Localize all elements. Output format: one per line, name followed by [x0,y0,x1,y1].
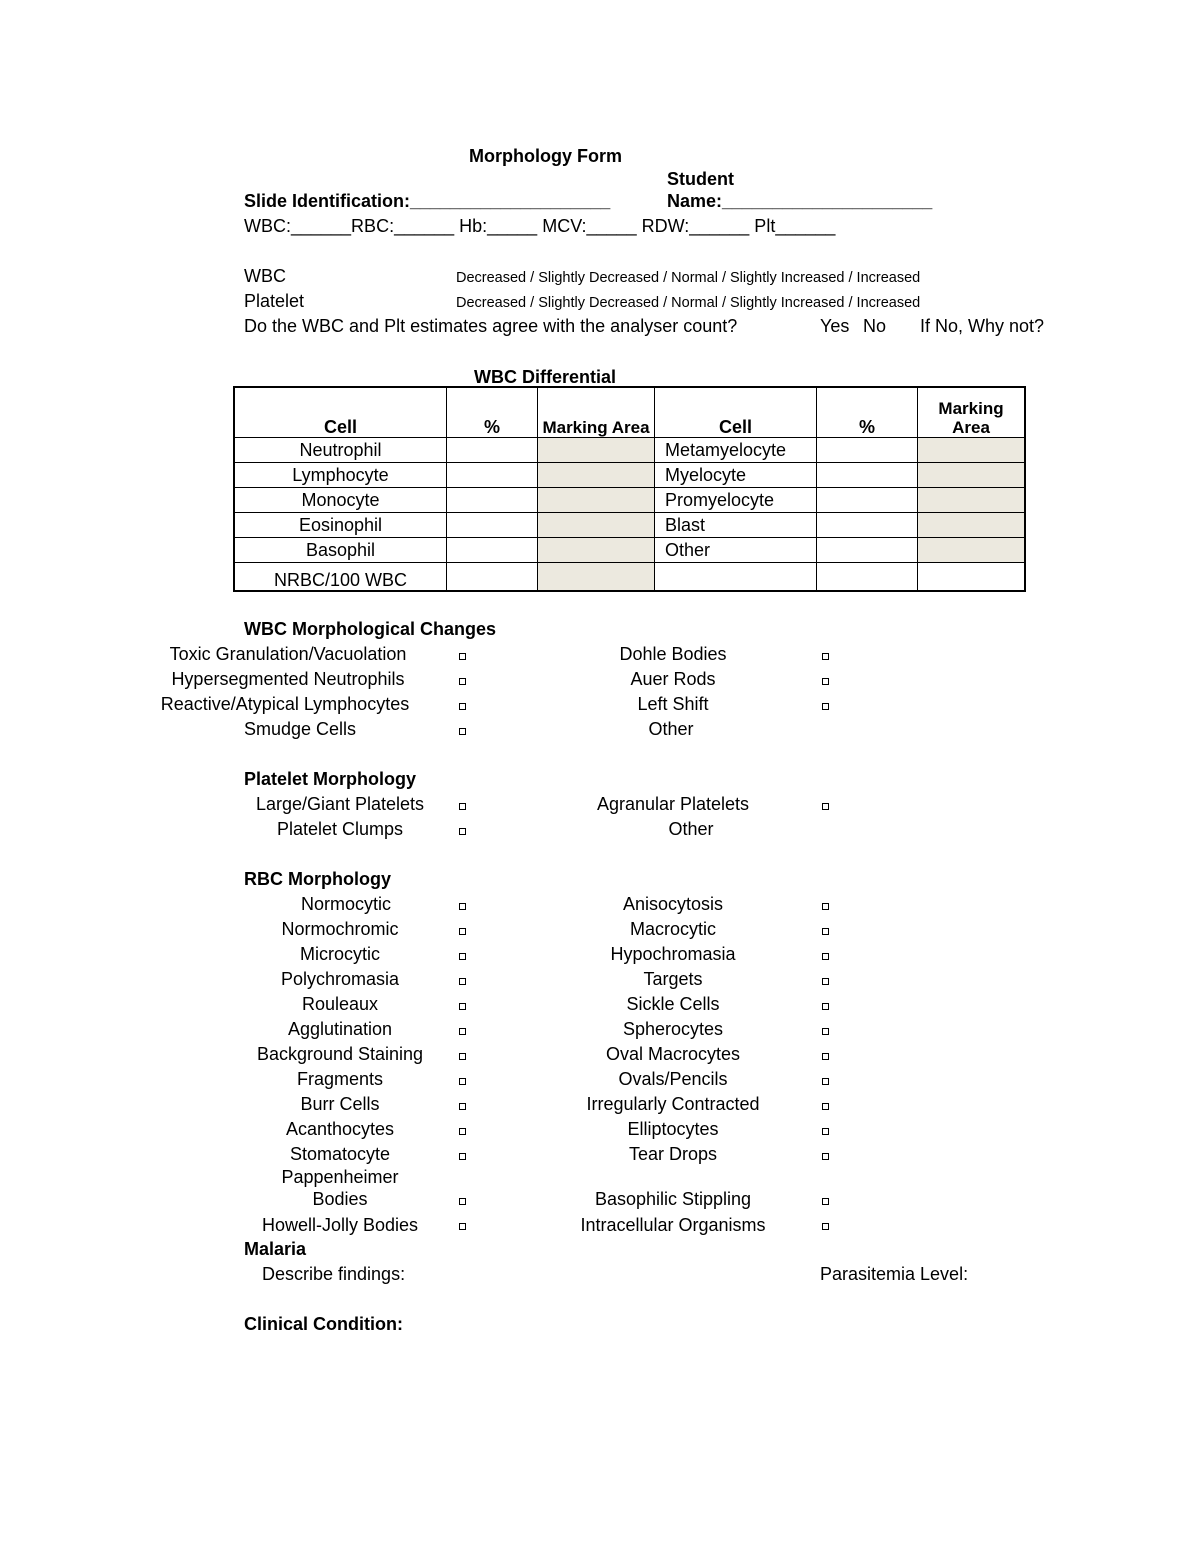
rbc-morph-item: Rouleaux [301,994,379,1014]
rbc-morph-item: Background Staining [256,1044,424,1064]
rbc-morph-item: Microcytic [300,944,380,964]
wbc-morph-item-right: Dohle Bodies [619,644,727,664]
rbc-morph-title: RBC Morphology [244,869,391,889]
checkbox[interactable] [459,903,466,910]
cell-name-right [655,563,817,592]
rbc-morph-item-right: Sickle Cells [626,994,720,1014]
checkbox[interactable] [459,653,466,660]
rbc-morph-item-right: Irregularly Contracted [586,1094,760,1114]
wbc-morph-item: Reactive/Atypical Lymphocytes [160,694,410,714]
cell-name: Monocyte [234,488,447,513]
rbc-morph-item: Bodies [312,1189,368,1209]
checkbox[interactable] [822,653,829,660]
checkbox[interactable] [459,953,466,960]
checkbox[interactable] [822,1153,829,1160]
wbc-morph-item-right: Auer Rods [630,669,716,689]
checkbox[interactable] [822,1003,829,1010]
cell-name: NRBC/100 WBC [234,563,447,592]
header-marking-area: Marking Area [538,387,655,438]
marking-area [538,513,655,538]
marking-area-right [918,513,1026,538]
percent-input[interactable] [447,563,538,592]
checkbox[interactable] [459,978,466,985]
checkbox[interactable] [822,1103,829,1110]
cell-name: Neutrophil [234,438,447,463]
cell-name-right: Other [655,538,817,563]
table-row [234,438,1025,463]
cell-name-right: Myelocyte [655,463,817,488]
checkbox[interactable] [822,1128,829,1135]
differential-title: WBC Differential [474,367,617,387]
malaria-title: Malaria [244,1239,307,1259]
checkbox[interactable] [822,1028,829,1035]
marking-area [538,538,655,563]
table-row [234,563,1025,592]
percent-input-right[interactable] [817,438,918,463]
rbc-morph-item-right: Oval Macrocytes [605,1044,741,1064]
marking-area-right [918,463,1026,488]
checkbox[interactable] [459,678,466,685]
wbc-morph-item: Smudge Cells [244,719,357,739]
rbc-morph-item-right: Intracellular Organisms [580,1215,766,1235]
rbc-morph-item-right: Basophilic Stippling [594,1189,752,1209]
marking-area-right [918,488,1026,513]
why-not-field[interactable]: If No, Why not? [920,316,1045,336]
checkbox[interactable] [459,1223,466,1230]
checkbox[interactable] [459,803,466,810]
cell-name-right: Blast [655,513,817,538]
checkbox[interactable] [459,1153,466,1160]
cell-name-right: Metamyelocyte [655,438,817,463]
platelet-morph-item: Large/Giant Platelets [255,794,425,814]
checkbox[interactable] [459,1028,466,1035]
cell-name: Basophil [234,538,447,563]
differential-table [233,386,1026,592]
agreement-question: Do the WBC and Plt estimates agree with the analyser count? [244,316,738,336]
platelet-estimate-scale[interactable]: Decreased / Slightly Decreased / Normal / Slightly Increased / Increased [456,295,921,311]
yes-option[interactable]: Yes [820,316,850,336]
table-row [234,538,1025,563]
rbc-morph-item-right: Targets [643,969,703,989]
rbc-morph-item: Burr Cells [300,1094,380,1114]
rbc-morph-item: Normocytic [300,894,391,914]
checkbox[interactable] [822,1053,829,1060]
cell-name: Lymphocyte [234,463,447,488]
checkbox[interactable] [822,1223,829,1230]
checkbox[interactable] [822,903,829,910]
rbc-morph-item: Normochromic [281,919,399,939]
table-header-row [234,387,1025,438]
header-marking-area-right: Marking Area [918,387,1026,438]
marking-area [538,563,655,592]
no-option[interactable]: No [863,316,887,336]
platelet-estimate-label: Platelet [244,291,305,311]
student-name-field[interactable]: Name:_____________________ [667,191,933,211]
header-percent-right: % [817,387,918,438]
wbc-morph-item-right: Left Shift [637,694,709,714]
cell-name: Eosinophil [234,513,447,538]
checkbox[interactable] [822,928,829,935]
rbc-morph-item: Agglutination [287,1019,393,1039]
checkbox[interactable] [459,1053,466,1060]
wbc-morph-item: Toxic Granulation/Vacuolation [169,644,407,664]
checkbox[interactable] [822,703,829,710]
rbc-morph-item: Howell-Jolly Bodies [261,1215,419,1235]
checkbox[interactable] [459,828,466,835]
describe-findings-label[interactable]: Describe findings: [262,1264,406,1284]
marking-area-right [918,438,1026,463]
table-row [234,513,1025,538]
percent-input[interactable] [447,463,538,488]
percent-input[interactable] [447,488,538,513]
table-row [234,488,1025,513]
checkbox[interactable] [459,1003,466,1010]
rbc-morph-item: Stomatocyte [289,1144,391,1164]
counts-line[interactable]: WBC:______RBC:______ Hb:_____ MCV:_____ RDW:______ Plt______ [244,216,836,236]
percent-input[interactable] [447,538,538,563]
checkbox[interactable] [459,1198,466,1205]
rbc-morph-item-right: Elliptocytes [627,1119,719,1139]
platelet-morph-item-right: Agranular Platelets [596,794,750,814]
header-cell-right: Cell [655,387,817,438]
table-row [234,463,1025,488]
wbc-morph-title: WBC Morphological Changes [244,619,496,639]
checkbox[interactable] [459,703,466,710]
slide-identification-field[interactable]: Slide Identification:____________________ [244,191,611,211]
rbc-morph-item-right: Tear Drops [628,1144,718,1164]
wbc-estimate-label: WBC [244,266,286,286]
marking-area [538,438,655,463]
checkbox[interactable] [822,803,829,810]
platelet-morph-item-right: Other [668,819,714,839]
student-label: Student [667,169,734,189]
checkbox[interactable] [459,1078,466,1085]
percent-input[interactable] [447,438,538,463]
header-percent: % [447,387,538,438]
parasitemia-level-label[interactable]: Parasitemia Level: [820,1264,969,1284]
checkbox[interactable] [459,1128,466,1135]
checkbox[interactable] [822,1078,829,1085]
checkbox[interactable] [459,928,466,935]
rbc-morph-item-right: Spherocytes [622,1019,724,1039]
marking-area [538,463,655,488]
platelet-morph-item: Platelet Clumps [276,819,404,839]
rbc-morph-item: Polychromasia [280,969,400,989]
rbc-morph-item-right: Macrocytic [629,919,716,939]
rbc-morph-item-right: Hypochromasia [610,944,736,964]
checkbox[interactable] [822,953,829,960]
marking-area-right [918,563,1026,592]
wbc-estimate-scale[interactable]: Decreased / Slightly Decreased / Normal / Slightly Increased / Increased [456,270,921,286]
cell-name-right: Promyelocyte [655,488,817,513]
rbc-morph-item: Pappenheimer [281,1167,399,1187]
platelet-morph-title: Platelet Morphology [244,769,417,789]
percent-input-right[interactable] [817,538,918,563]
percent-input-right[interactable] [817,488,918,513]
rbc-morph-item: Fragments [296,1069,384,1089]
checkbox[interactable] [459,728,466,735]
clinical-condition-label[interactable]: Clinical Condition: [244,1314,403,1334]
checkbox[interactable] [822,1198,829,1205]
checkbox[interactable] [822,978,829,985]
rbc-morph-item-right: Anisocytosis [622,894,724,914]
rbc-morph-item-right: Ovals/Pencils [618,1069,728,1089]
marking-area-right [918,538,1026,563]
header-cell: Cell [234,387,447,438]
rbc-morph-item: Acanthocytes [285,1119,395,1139]
percent-input-right[interactable] [817,513,918,538]
wbc-morph-item: Hypersegmented Neutrophils [171,669,405,689]
wbc-morph-item-right: Other [648,719,694,739]
checkbox[interactable] [822,678,829,685]
percent-input-right[interactable] [817,563,918,592]
form-title: Morphology Form [469,146,622,166]
percent-input-right[interactable] [817,463,918,488]
percent-input[interactable] [447,513,538,538]
marking-area [538,488,655,513]
checkbox[interactable] [459,1103,466,1110]
